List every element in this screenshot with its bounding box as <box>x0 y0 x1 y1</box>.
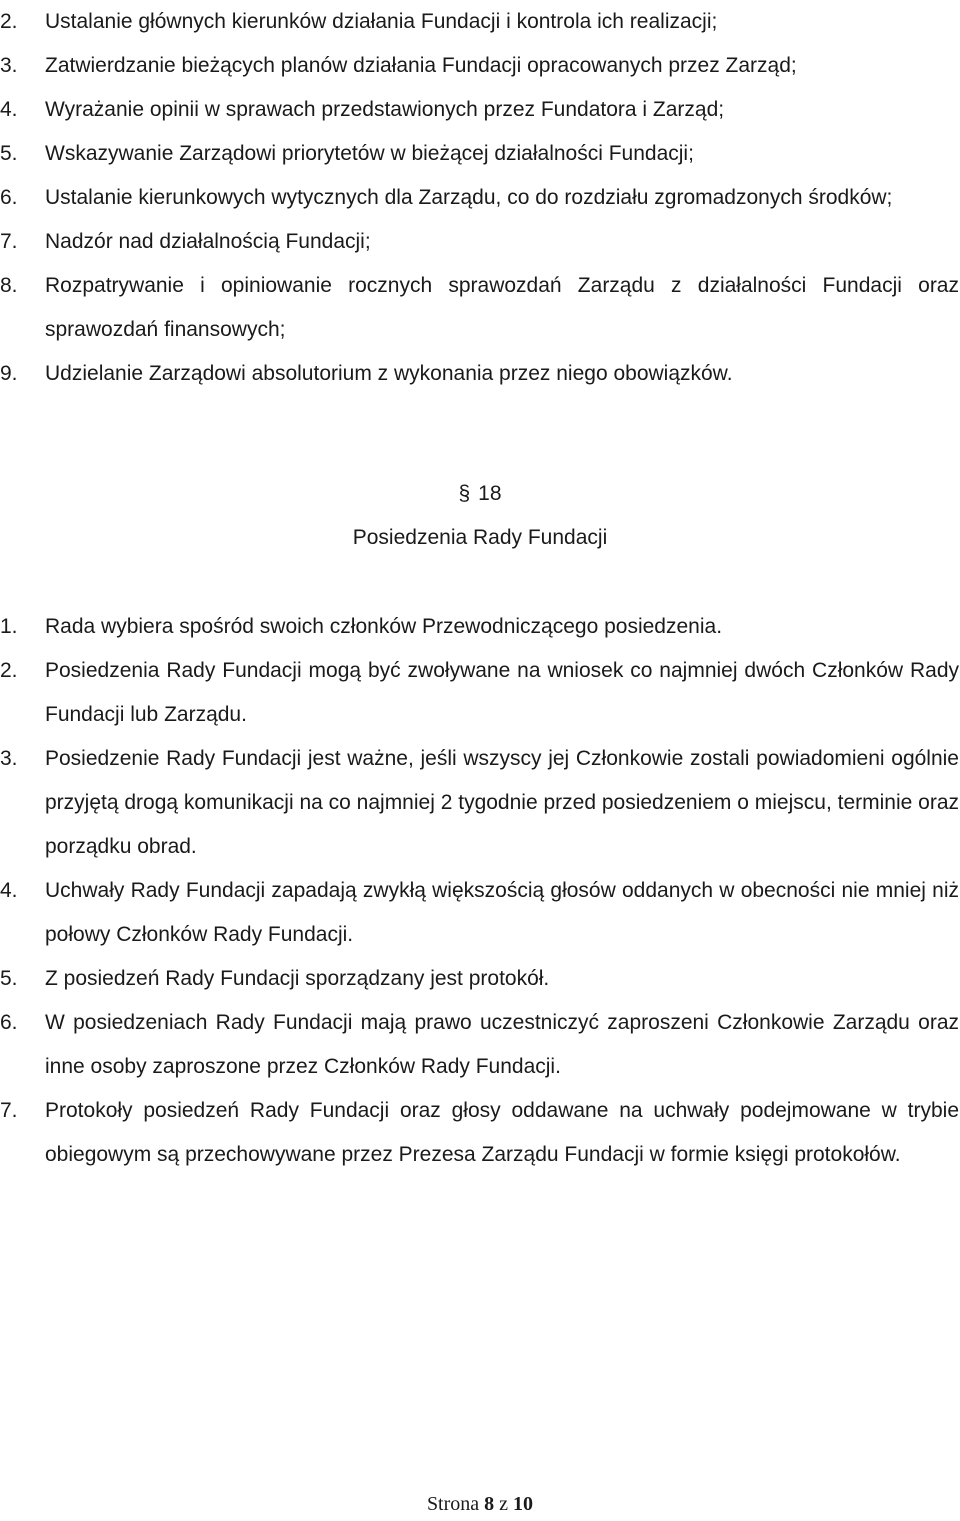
list-item <box>0 44 960 88</box>
item-number: 2. <box>0 659 18 682</box>
list-item <box>0 220 960 264</box>
item-number: 1. <box>0 615 18 638</box>
item-number: 2. <box>0 10 18 33</box>
council-duties-list <box>0 0 960 396</box>
section-title: Posiedzenia Rady Fundacji <box>352 526 608 549</box>
list-item <box>0 1001 960 1089</box>
item-text: Zatwierdzanie bieżących planów działania Fundacji opracowanych przez Zarząd; <box>45 54 797 77</box>
section-heading <box>0 472 960 560</box>
item-text: Nadzór nad działalnością Fundacji; <box>45 230 371 253</box>
item-text: W posiedzeniach Rady Fundacji mają prawo uczestniczyć zaproszeni Członkowie Zarządu oraz inne osoby zaproszone przez Członków Rady Fundacji. <box>45 1011 959 1078</box>
list-item <box>0 132 960 176</box>
list-item <box>0 176 960 220</box>
item-number: 3. <box>0 54 18 77</box>
footer-page-number: 8 <box>484 1493 495 1515</box>
item-number: 8. <box>0 274 18 297</box>
footer-prefix: Strona <box>426 1493 480 1515</box>
page-footer <box>0 1491 960 1517</box>
section-number-value: 18 <box>478 482 502 505</box>
item-text: Posiedzenie Rady Fundacji jest ważne, jeśli wszyscy jej Członkowie zostali powiadomieni ogólnie przyjętą drogą komunikacji na co najmniej 2 tygodnie przed posiedzeniem o miejscu, terminie oraz porządku obrad. <box>45 747 959 858</box>
list-item <box>0 264 960 352</box>
list-item <box>0 737 960 869</box>
item-number: 3. <box>0 747 18 770</box>
footer-of: z <box>499 1493 509 1515</box>
list-item <box>0 605 960 649</box>
list-item <box>0 88 960 132</box>
item-text: Protokoły posiedzeń Rady Fundacji oraz głosy oddawane na uchwały podejmowane w trybie obiegowym są przechowywane przez Prezesa Zarządu Fundacji w formie księgi protokołów. <box>45 1099 959 1166</box>
section-sign: § <box>458 482 471 505</box>
item-number: 5. <box>0 142 18 165</box>
list-item <box>0 649 960 737</box>
item-text: Z posiedzeń Rady Fundacji sporządzany jest protokół. <box>45 967 550 990</box>
item-text: Wskazywanie Zarządowi priorytetów w bieżącej działalności Fundacji; <box>45 142 694 165</box>
list-item <box>0 957 960 1001</box>
list-item <box>0 0 960 44</box>
item-number: 7. <box>0 1099 18 1122</box>
item-number: 7. <box>0 230 18 253</box>
meetings-rules-list <box>0 605 960 1177</box>
item-number: 4. <box>0 879 18 902</box>
list-item <box>0 1089 960 1177</box>
item-number: 4. <box>0 98 18 121</box>
item-text: Uchwały Rady Fundacji zapadają zwykłą większością głosów oddanych w obecności nie mniej niż połowy Członków Rady Fundacji. <box>45 879 959 946</box>
section-number <box>0 472 960 516</box>
item-number: 5. <box>0 967 18 990</box>
item-number: 6. <box>0 1011 18 1034</box>
item-text: Rada wybiera spośród swoich członków Przewodniczącego posiedzenia. <box>45 615 723 638</box>
item-number: 9. <box>0 362 18 385</box>
item-text: Wyrażanie opinii w sprawach przedstawionych przez Fundatora i Zarząd; <box>45 98 725 121</box>
list-item <box>0 869 960 957</box>
item-text: Ustalanie kierunkowych wytycznych dla Zarządu, co do rozdziału zgromadzonych środków; <box>45 186 893 209</box>
footer-total-pages: 10 <box>513 1493 534 1515</box>
item-text: Ustalanie głównych kierunków działania Fundacji i kontrola ich realizacji; <box>45 10 718 33</box>
list-item <box>0 352 960 396</box>
item-text: Rozpatrywanie i opiniowanie rocznych sprawozdań Zarządu z działalności Fundacji oraz sprawozdań finansowych; <box>45 274 959 341</box>
item-text: Udzielanie Zarządowi absolutorium z wykonania przez niego obowiązków. <box>45 362 733 385</box>
item-number: 6. <box>0 186 18 209</box>
item-text: Posiedzenia Rady Fundacji mogą być zwoływane na wniosek co najmniej dwóch Członków Rady Fundacji lub Zarządu. <box>45 659 959 726</box>
